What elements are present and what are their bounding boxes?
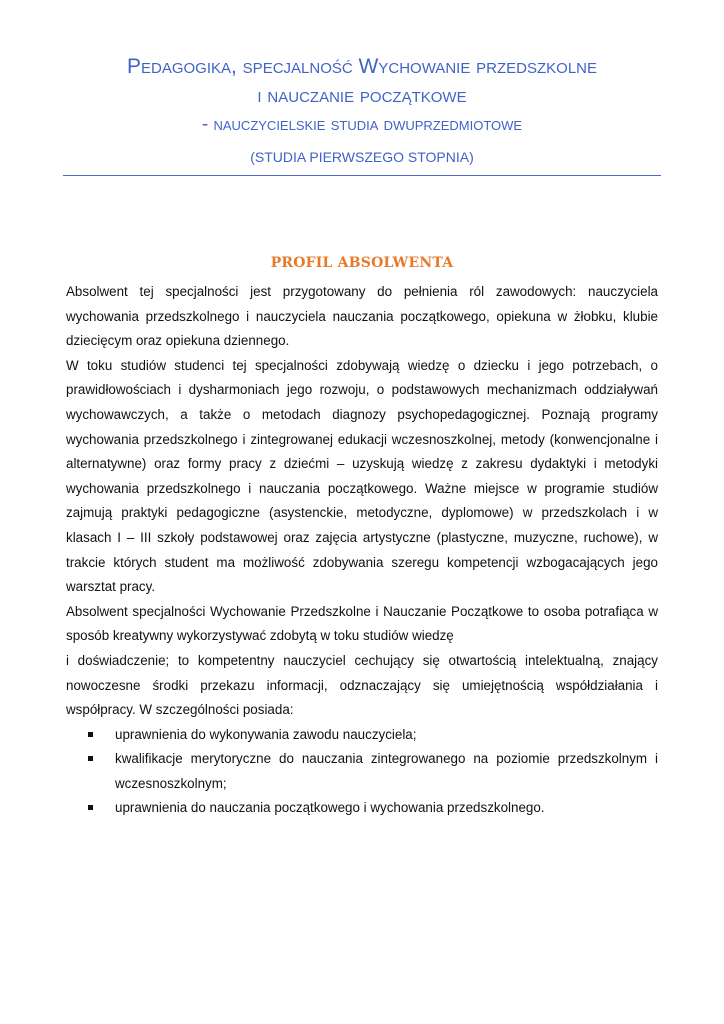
list-item-text: uprawnienia do nauczania początkowego i wychowania przedszkolnego. bbox=[115, 800, 545, 816]
paragraph: Absolwent tej specjalności jest przygotowany do pełnienia ról zawodowych: nauczyciela wychowania przedszkolnego i nauczyciela nauczania początkowego, opiekuna w żłobku, klubie dziecięcym oraz opiekuna dziennego. bbox=[66, 284, 658, 349]
square-bullet-icon bbox=[88, 732, 93, 737]
list-item bbox=[88, 747, 658, 796]
document-subtitle: (STUDIA PIERWSZEGO STOPNIA) bbox=[250, 149, 474, 165]
title-line-3: - nauczycielskie studia dwuprzedmiotowe bbox=[201, 114, 523, 135]
qualifications-list bbox=[66, 723, 658, 821]
section-body bbox=[66, 280, 658, 821]
title-divider bbox=[63, 175, 661, 176]
list-item-text: kwalifikacje merytoryczne do nauczania zintegrowanego na poziomie przedszkolnym i wczesnoszkolnym; bbox=[115, 751, 658, 791]
paragraph: i doświadczenie; to kompetentny nauczyciel cechujący się otwartością intelektualną, znający nowoczesne środki przekazu informacji, odznaczający się umiejętnością współdziałania i współpracy. W szczególności posiada: bbox=[66, 652, 658, 718]
document-title bbox=[62, 52, 662, 166]
list-item bbox=[88, 796, 658, 821]
title-line-1: Pedagogika, specjalność Wychowanie przedszkolne bbox=[126, 55, 598, 78]
paragraph: Absolwent specjalności Wychowanie Przedszkolne i Nauczanie Początkowe to osoba potrafiąca w sposób kreatywny wykorzystywać zdobytą w toku studiów wiedzę bbox=[66, 603, 658, 644]
title-line-2: i nauczanie początkowe bbox=[257, 84, 467, 107]
square-bullet-icon bbox=[88, 756, 93, 761]
list-item-text: uprawnienia do wykonywania zawodu nauczyciela; bbox=[115, 726, 417, 742]
list-item bbox=[88, 723, 658, 748]
square-bullet-icon bbox=[88, 805, 93, 810]
section-heading: PROFIL ABSOLWENTA bbox=[270, 255, 454, 271]
paragraph: W toku studiów studenci tej specjalności zdobywają wiedzę o dziecku i jego potrzebach, o prawidłowościach i dysharmoniach jego rozwoju, o podstawowych mechanizmach oddziaływań wychowawczych, a także o metodach diagnozy psychopedagogicznej. Poznają programy wychowania przedszkolnego i zintegrowanej edukacji wczesnoszkolnej, metody (konwencjonalne i alternatywne) oraz formy pracy z dziećmi – uzyskują wiedzę z zakresu dydaktyki i metodyki wychowania przedszkolnego i nauczania początkowego. Ważne miejsce w programie studiów zajmują praktyki pedagogiczne (asystenckie, metodyczne, dyplomowe) w przedszkolach i w klasach I – III szkoły podstawowej oraz zajęcia artystyczne (plastyczne, muzyczne, ruchowe), w trakcie których student ma możliwość zdobywania szeregu kompetencji wzbogacających jego warsztat pracy. bbox=[66, 357, 658, 595]
